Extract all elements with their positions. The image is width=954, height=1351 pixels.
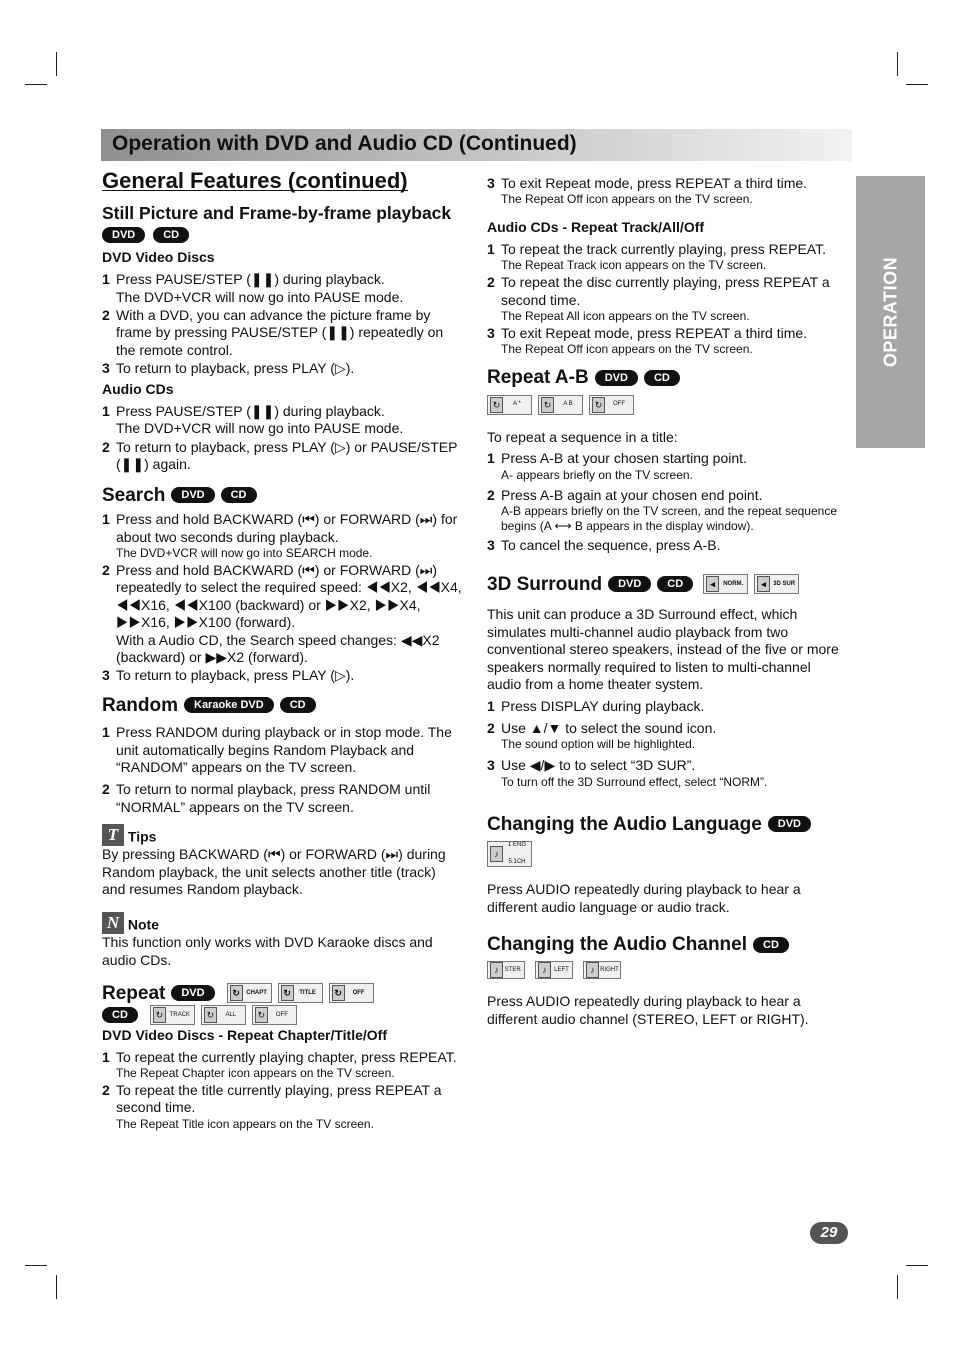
random-heading: [102, 694, 462, 716]
karaoke-badge: Karaoke DVD: [184, 697, 274, 713]
list-item: [102, 781, 462, 816]
step-number: 2: [487, 274, 495, 291]
repeat-ab-icons: [487, 395, 847, 415]
crop-mark: [56, 1275, 57, 1299]
cd-badge: CD: [280, 697, 316, 713]
repeat-ab-heading: [487, 367, 847, 389]
step-text: With a Audio CD, the Search speed changes: ◀◀X2 (backward) or ▶▶X2 (forward).: [116, 631, 440, 665]
icon-label: ALL: [225, 1011, 237, 1018]
step-number: 3: [102, 360, 110, 377]
step-number: 3: [487, 537, 495, 554]
repeat-ab-heading-text: Repeat A-B: [487, 367, 589, 389]
step-text: To cancel the sequence, press A-B.: [501, 537, 721, 554]
step-note: The DVD+VCR will now go into SEARCH mode.: [116, 545, 373, 560]
cd-badge: CD: [153, 227, 189, 243]
step-text: Use ▲/▼ to select the sound icon.: [501, 719, 717, 736]
step-number: 2: [102, 781, 110, 798]
still-dvd-steps: [102, 271, 462, 377]
audio-channel-text: Press AUDIO repeatedly during playback to hear a different audio channel (STEREO, LEFT or RIGHT).: [487, 993, 809, 1027]
list-item: [487, 175, 847, 207]
search-heading-text: Search: [102, 484, 166, 506]
list-item: [102, 439, 462, 474]
icon-label: OFF: [275, 1011, 288, 1018]
repeat-track-icon: ↻ TRACK: [150, 1005, 195, 1025]
side-tab-label: OPERATION: [880, 256, 900, 368]
step-note: The Repeat Title icon appears on the TV screen.: [116, 1116, 374, 1131]
step-number: 1: [102, 271, 110, 288]
list-item: [487, 450, 847, 482]
list-item: [102, 1082, 462, 1132]
side-tab: [856, 176, 925, 448]
step-note: A- appears briefly on the TV screen.: [501, 467, 693, 482]
still-heading: [102, 205, 462, 222]
step-number: 2: [102, 561, 110, 578]
cd-badge: CD: [102, 1007, 138, 1023]
audio-channel-heading-text: Changing the Audio Channel: [487, 933, 747, 955]
step-number: 2: [487, 719, 495, 736]
repeat-off-icon: ↻ OFF: [589, 395, 634, 415]
cd-badge: CD: [753, 937, 789, 953]
search-heading: [102, 484, 462, 506]
step-text: Press PAUSE/STEP (❚❚) during playback. The DVD+VCR will now go into PAUSE mode.: [116, 403, 404, 437]
repeat-dvd-label: DVD Video Discs - Repeat Chapter/Title/Off: [102, 1027, 387, 1044]
cd-badge: CD: [221, 487, 257, 503]
dvd-badge: DVD: [102, 227, 145, 243]
step-text: To repeat the track currently playing, press REPEAT.: [501, 240, 826, 257]
step-text: With a DVD, you can advance the picture frame by frame by pressing PAUSE/STEP (❚❚) repeatedly on the remote control.: [116, 307, 444, 358]
tips-icon: T: [102, 824, 124, 846]
step-text: To repeat the title currently playing, press REPEAT a second time.: [116, 1082, 442, 1116]
step-number: 2: [487, 486, 495, 503]
icon-label: LEFT: [554, 966, 569, 973]
step-number: 1: [487, 240, 495, 257]
tips-label: Tips: [127, 828, 157, 845]
tips-text: By pressing BACKWARD (⏮) or FORWARD (⏭) during Random playback, the unit selects another title (track) and resumes Random playback.: [102, 846, 446, 897]
crop-mark: [906, 84, 928, 85]
speaker-3d-icon: ◂ 3D SUR: [754, 574, 799, 594]
list-item: [487, 757, 847, 789]
step-number: 3: [102, 667, 110, 684]
audio-cds-label: Audio CDs: [102, 380, 174, 397]
step-text: To repeat the disc currently playing, press REPEAT a second time.: [501, 274, 830, 308]
icon-label: 1 ENG 5.1CH: [507, 841, 526, 866]
right-column: [487, 174, 847, 1028]
list-item: [487, 274, 847, 324]
surround-heading-text: 3D Surround: [487, 573, 603, 595]
step-text: To return to playback, press PLAY (▷).: [116, 667, 355, 684]
repeat-ab-icon: ↻ A B: [538, 395, 583, 415]
step-text: Press DISPLAY during playback.: [501, 697, 705, 714]
page-number: 29: [810, 1222, 848, 1244]
step-number: 2: [102, 307, 110, 324]
icon-label: 3D SUR: [773, 580, 796, 587]
step-note: The sound option will be highlighted.: [501, 737, 696, 752]
audio-right-icon: ♪ RIGHT: [583, 961, 621, 979]
step-number: 1: [487, 697, 495, 714]
repeat-heading-text: Repeat: [102, 982, 166, 1004]
dvd-badge: DVD: [608, 576, 651, 592]
list-item: [487, 487, 847, 534]
audio-stereo-icon: ♪ STER.: [487, 961, 525, 979]
dvd-badge: DVD: [171, 487, 214, 503]
audio-cd-repeat-label: Audio CDs - Repeat Track/All/Off: [487, 219, 705, 236]
list-item: [487, 241, 847, 273]
audio-language-text: Press AUDIO repeatedly during playback to hear a different audio language or audio track.: [487, 881, 801, 915]
tips-block: [102, 824, 462, 898]
step-text: Press A-B at your chosen starting point.: [501, 450, 747, 467]
step-note: To turn off the 3D Surround effect, select “NORM”.: [501, 774, 768, 789]
step-text: Press and hold BACKWARD (⏮) or FORWARD (⏭) for about two seconds during playback.: [116, 511, 458, 545]
audio-channel-heading: [487, 933, 847, 955]
step-text: Use ◀/▶ to to select “3D SUR”.: [501, 757, 696, 774]
list-item: [102, 403, 462, 438]
repeat-dvd-icons: [227, 983, 374, 1003]
speaker-norm-icon: ◂ NORM.: [703, 574, 748, 594]
list-item: [102, 511, 462, 561]
icon-label: STER.: [504, 966, 523, 973]
audio-language-icons: [487, 841, 847, 867]
note-icon: N: [102, 912, 124, 934]
icon-label: A B: [563, 401, 573, 408]
step-number: 1: [102, 724, 110, 741]
step-number: 1: [487, 450, 495, 467]
step-text: Press A-B again at your chosen end point.: [501, 486, 763, 503]
audio-left-icon: ♪ LEFT: [535, 961, 573, 979]
repeat-heading: [102, 983, 462, 1003]
step-text: To exit Repeat mode, press REPEAT a third time.: [501, 175, 808, 191]
dvd-badge: DVD: [171, 985, 214, 1001]
note-block: [102, 912, 462, 969]
list-item: [102, 724, 462, 776]
crop-mark: [25, 84, 47, 85]
surround-icons: [703, 574, 799, 594]
step-note: The Repeat All icon appears on the TV screen.: [501, 309, 750, 324]
still-cd-steps: [102, 403, 462, 474]
dvd-discs-label: DVD Video Discs: [102, 248, 215, 265]
step-text: Press and hold BACKWARD (⏮) or FORWARD (⏭) repeatedly to select the required speed: ◀◀X2, ◀◀X4, ◀◀X16, ◀◀X100 (backward) or ▶▶X2, ▶▶X4, ▶▶X16, ▶▶X100 (forward).: [116, 561, 462, 631]
icon-label: OFF: [352, 989, 365, 996]
step-number: 3: [487, 757, 495, 774]
list-item: [487, 698, 847, 715]
step-note: A-B appears briefly on the TV screen, and the repeat sequence begins (A ⟷ B appears in the display window).: [501, 504, 837, 534]
step-text: To exit Repeat mode, press REPEAT a third time.: [501, 325, 808, 342]
repeat-off-icon: ↻ OFF: [252, 1005, 297, 1025]
list-item: [102, 562, 462, 666]
note-label: Note: [127, 917, 160, 933]
repeat-cd-row: [102, 1005, 462, 1025]
banner-title: Operation with DVD and Audio CD (Continued): [112, 132, 577, 155]
crop-mark: [25, 1265, 47, 1266]
repeat-off-icon: ↻ OFF: [329, 983, 374, 1003]
icon-label: NORM.: [723, 580, 744, 587]
step-text: To repeat the currently playing chapter, press REPEAT.: [116, 1048, 457, 1065]
audio-language-heading: [487, 813, 847, 835]
step-number: 1: [102, 403, 110, 420]
repeat-all-icon: ↻ ALL: [201, 1005, 246, 1025]
step-number: 3: [487, 325, 495, 342]
audio-language-icon: ♪ 1 ENG 5.1CH: [487, 841, 532, 867]
step-number: 3: [487, 175, 495, 191]
step-text: Press RANDOM during playback or in stop mode. The unit automatically begins Random Playback and “RANDOM” appears on the TV screen.: [116, 724, 452, 775]
repeat-ab-intro: To repeat a sequence in a title:: [487, 428, 678, 445]
step-note: The Repeat Off icon appears on the TV screen.: [501, 342, 753, 357]
cd-badge: CD: [657, 576, 693, 592]
still-badges: [102, 227, 462, 243]
dvd-badge: DVD: [768, 816, 811, 832]
dvd-badge: DVD: [595, 370, 638, 386]
step-number: 2: [102, 1082, 110, 1099]
list-item: [487, 720, 847, 752]
crop-mark: [56, 52, 57, 76]
list-item: [487, 537, 847, 554]
step-note: The Repeat Off icon appears on the TV screen.: [501, 192, 753, 207]
note-text: This function only works with DVD Karaoke discs and audio CDs.: [102, 934, 433, 968]
repeat-a-icon: ↻ A *: [487, 395, 532, 415]
icon-label: TRACK: [169, 1011, 191, 1018]
random-heading-text: Random: [102, 694, 178, 716]
surround-intro: This unit can produce a 3D Surround effect, which simulates multi-channel audio playback from two conventional stereo speakers, instead of the five or more speakers normally required to listen to multi-channel audio from a home theater system.: [487, 606, 839, 693]
step-text: To return to playback, press PLAY (▷).: [116, 360, 355, 377]
step-number: 1: [102, 511, 110, 528]
icon-label: CHAPT: [246, 989, 267, 996]
step-text: To return to playback, press PLAY (▷) or PAUSE/STEP (❚❚) again.: [116, 438, 458, 473]
list-item: [102, 360, 462, 377]
page-banner: [101, 129, 852, 161]
list-item: [487, 325, 847, 357]
step-note: The Repeat Chapter icon appears on the TV screen.: [116, 1066, 395, 1081]
surround-heading: [487, 574, 847, 594]
step-number: 2: [102, 438, 110, 455]
list-item: [102, 271, 462, 306]
crop-mark: [906, 1265, 928, 1266]
repeat-title-icon: ↻ TITLE: [278, 983, 323, 1003]
icon-label: RIGHT: [600, 966, 619, 973]
list-item: [102, 667, 462, 684]
list-item: [102, 307, 462, 359]
step-text: To return to normal playback, press RANDOM until “NORMAL” appears on the TV screen.: [116, 781, 431, 815]
cd-badge: CD: [644, 370, 680, 386]
icon-label: A *: [513, 401, 521, 408]
step-number: 1: [102, 1048, 110, 1065]
icon-label: TITLE: [299, 989, 316, 996]
audio-language-heading-text: Changing the Audio Language: [487, 813, 762, 835]
repeat-chapter-icon: ↻ CHAPT: [227, 983, 272, 1003]
crop-mark: [897, 52, 898, 76]
list-item: [102, 1049, 462, 1081]
step-note: The Repeat Track icon appears on the TV screen.: [501, 258, 767, 273]
audio-channel-icons: [487, 961, 847, 979]
step-text: Press PAUSE/STEP (❚❚) during playback. The DVD+VCR will now go into PAUSE mode.: [116, 271, 404, 305]
icon-label: OFF: [613, 401, 625, 408]
crop-mark: [897, 1275, 898, 1299]
main-title: General Features (continued): [102, 168, 408, 193]
still-heading-text: Still Picture and Frame-by-frame playback: [102, 203, 452, 224]
left-column: [102, 170, 462, 1133]
